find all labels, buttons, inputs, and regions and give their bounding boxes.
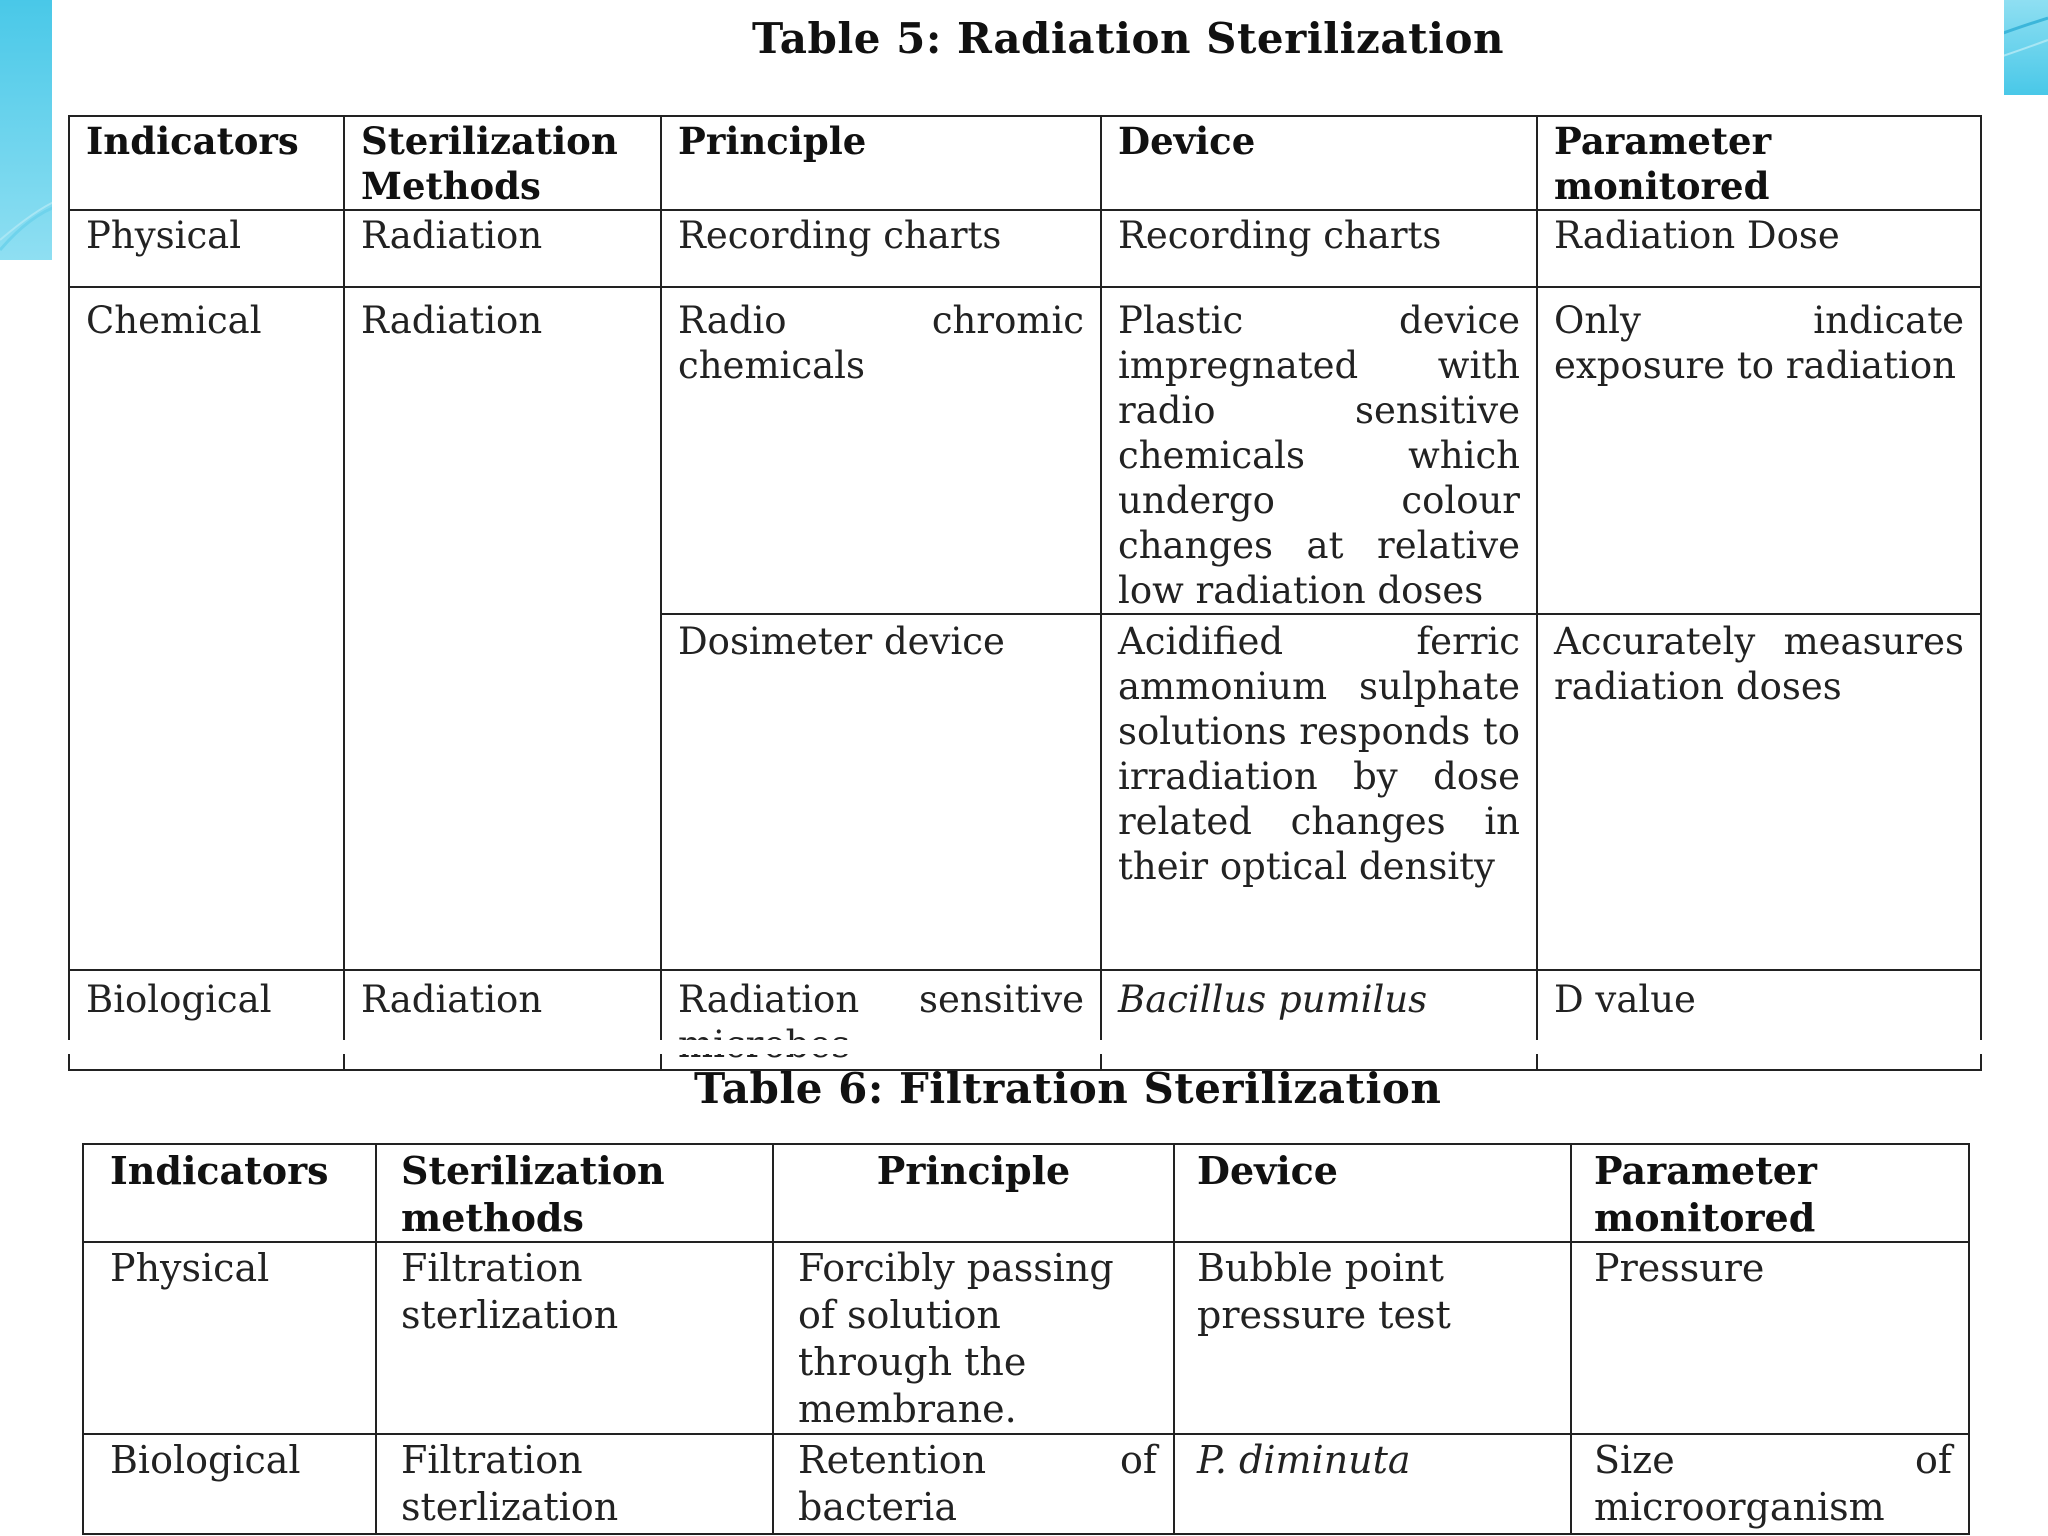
table5-biological-device: Bacillus pumilus: [1101, 970, 1537, 1070]
table6-physical-method: Filtration sterlization: [376, 1242, 773, 1434]
table6-physical-indicator: Physical: [83, 1242, 376, 1434]
table6-header-indicators: Indicators: [83, 1144, 376, 1242]
table6-biological-principle: Retention of bacteria: [773, 1434, 1174, 1534]
table5-physical-indicator: Physical: [69, 210, 344, 287]
table6-header-row: [83, 1144, 1969, 1242]
table5-header-methods: Sterilization Methods: [344, 116, 661, 210]
table6-physical-principle: Forcibly passing of solution through the membrane.: [773, 1242, 1174, 1434]
table5-header-row: [69, 116, 1981, 210]
table6-row-biological: [83, 1434, 1969, 1534]
table6-physical-device: Bubble point pressure test: [1174, 1242, 1571, 1434]
table6-title: Table 6: Filtration Sterilization: [694, 1064, 1442, 1113]
table5-header-device: Device: [1101, 116, 1537, 210]
table6-row-physical: [83, 1242, 1969, 1434]
table6-header-methods: Sterilization methods: [376, 1144, 773, 1242]
table5-physical-principle: Recording charts: [661, 210, 1101, 287]
table5-radiation-sterilization: [68, 115, 1982, 1071]
table5-chemical-principle-2: Dosimeter device: [661, 614, 1101, 970]
table6-header-parameter: Parameter monitored: [1571, 1144, 1969, 1242]
table-separator: [60, 1040, 2020, 1054]
table5-chemical-device-1: Plastic device impregnated with radio sensitive chemicals which undergo colour changes at relative low radiation doses: [1101, 287, 1537, 614]
table6-header-principle: Principle: [773, 1144, 1174, 1242]
table5-row-chemical-1: [69, 287, 1981, 614]
table5-header-parameter: Parameter monitored: [1537, 116, 1981, 210]
table6-physical-parameter: Pressure: [1571, 1242, 1969, 1434]
table5-header-indicators: Indicators: [69, 116, 344, 210]
table6-biological-parameter: Size of microorganism: [1571, 1434, 1969, 1534]
table5-chemical-parameter-1: Only indicate exposure to radiation: [1537, 287, 1981, 614]
table6-biological-device: P. diminuta: [1174, 1434, 1571, 1534]
slide-decoration-left: [0, 0, 52, 260]
table5-biological-method: Radiation: [344, 970, 661, 1070]
table5-row-biological: [69, 970, 1981, 1070]
table6-biological-method: Filtration sterlization: [376, 1434, 773, 1534]
table6-header-device: Device: [1174, 1144, 1571, 1242]
table5-chemical-device-2: Acidified ferric ammonium sulphate solutions responds to irradiation by dose related changes in their optical density: [1101, 614, 1537, 970]
table5-biological-principle: Radiation sensitive: [661, 970, 1101, 1070]
table5-biological-indicator: Biological: [69, 970, 344, 1070]
table5-chemical-indicator: Chemical: [69, 287, 344, 970]
table5-physical-method: Radiation: [344, 210, 661, 287]
table6-filtration-sterilization: [82, 1143, 1970, 1535]
table5-chemical-method: Radiation: [344, 287, 661, 970]
table5-row-physical: [69, 210, 1981, 287]
table5-chemical-parameter-2: Accurately measures radiation doses: [1537, 614, 1981, 970]
table5-title: Table 5: Radiation Sterilization: [752, 14, 1505, 63]
table5-physical-device: Recording charts: [1101, 210, 1537, 287]
table6-biological-indicator: Biological: [83, 1434, 376, 1534]
table5-chemical-principle-1: Radio chromic chemicals: [661, 287, 1101, 614]
table5-physical-parameter: Radiation Dose: [1537, 210, 1981, 287]
table5-header-principle: Principle: [661, 116, 1101, 210]
table5-biological-parameter: D value: [1537, 970, 1981, 1070]
